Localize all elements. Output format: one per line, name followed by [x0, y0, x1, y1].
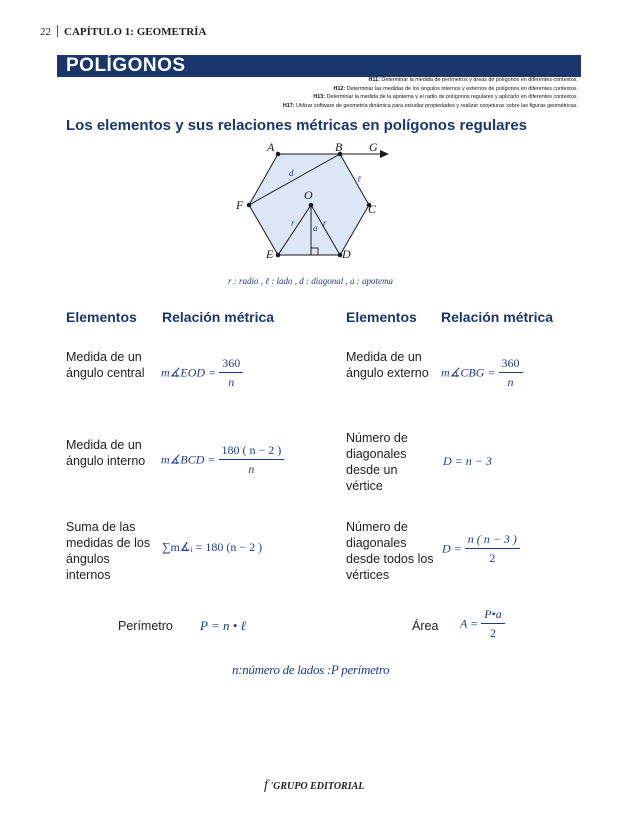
area-formula: A = $\frac{P•a}{2}$ [460, 607, 505, 641]
vertex-label-a: A [267, 140, 275, 154]
chapter-title: CAPÍTULO 1: GEOMETRÍA [64, 26, 207, 38]
publisher-logo: f [264, 778, 268, 793]
vertex-label-f: F [236, 198, 244, 212]
formula-diagonals-one-vertex: D = n − 3 [443, 454, 492, 468]
formula-sum-interior-angles: ∑m∡ᵢ = 180 (n − 2 ) [162, 540, 263, 554]
objective-h17: H17: Utilizar software de geometría dinámica para estudiar propiedades y realizar conjeturas sobre las figuras geométricas. [282, 102, 578, 109]
center-label-o: O [304, 188, 313, 202]
formula-interior-angle: m∡BCD = $\frac{180 ( n - 2 )}{n}$ [161, 443, 284, 477]
center-dot-o [309, 203, 314, 208]
element-diagonals-all-vertices: Número de diagonales desde todos los vértices [346, 520, 434, 582]
variables-note: n:número de lados :P perímetro [232, 662, 390, 677]
header-relation-left: Relación métrica [162, 309, 275, 325]
header-relation-right: Relación métrica [441, 309, 554, 325]
perimeter-formula: P = n • ℓ [200, 618, 246, 633]
element-external-angle: Medida de un ángulo externo [346, 350, 429, 380]
formula-external-angle: m∡CBG = $\frac{360}{n}$ [441, 356, 523, 390]
element-central-angle: Medida de un ángulo central [66, 350, 145, 380]
section-title: Los elementos y sus relaciones métricas en polígonos regulares [66, 117, 528, 134]
page-number: 22 [40, 26, 51, 38]
arrow-icon [380, 150, 389, 158]
vertex-label-e: E [266, 247, 274, 261]
figure-legend: r : radio , ℓ : lado , d : diagonal , a : apotema [228, 276, 393, 286]
objective-h13: H13: Determinar la medida de la apotema y el radio de polígonos regulares y aplicarlo en diferentes contextos. [313, 94, 578, 100]
radius-label-left: r [291, 218, 295, 228]
perimeter-label: Perímetro [118, 619, 173, 633]
formula-diagonals-all-vertices: D = $\frac{n ( n - 3 )}{2}$ [442, 532, 520, 566]
objective-h11: H11: Determinar la medida de perímetros y áreas de polígonos en diferentes contextos. [368, 77, 578, 83]
header-elements-left: Elementos [66, 309, 137, 325]
vertex-dot-e [276, 253, 281, 258]
radius-label-right: r [323, 218, 327, 228]
vertex-dot-f [247, 203, 252, 208]
page-header [40, 25, 206, 38]
area-label: Área [412, 619, 439, 633]
publisher-footer [264, 778, 364, 794]
element-sum-interior-angles: Suma de las medidas de los ángulos internos [66, 520, 151, 582]
vertex-dot-a [276, 152, 281, 157]
objective-h12: H12: Determinar las medidas de los ángulos internos y externos de polígonos en diferentes contextos. [333, 85, 578, 92]
hexagon-figure [225, 135, 425, 270]
vertex-label-b: B [335, 140, 343, 154]
formula-central-angle: m∡EOD = $\frac{360}{n}$ [161, 356, 243, 390]
banner-title: POLÍGONOS [66, 55, 186, 76]
publisher-name: 'GRUPO EDITORIAL [270, 781, 365, 792]
side-label: ℓ [357, 174, 361, 184]
header-elements-right: Elementos [346, 309, 417, 325]
element-diagonals-one-vertex: Número de diagonales desde un vértice [346, 431, 408, 493]
vertex-label-c: C [368, 202, 377, 216]
vertex-label-g: G [369, 140, 378, 154]
diagonal-label: d [289, 168, 294, 178]
vertex-label-d: D [342, 247, 351, 261]
element-interior-angle: Medida de un ángulo interno [66, 438, 146, 468]
apothem-label: a [313, 223, 318, 233]
